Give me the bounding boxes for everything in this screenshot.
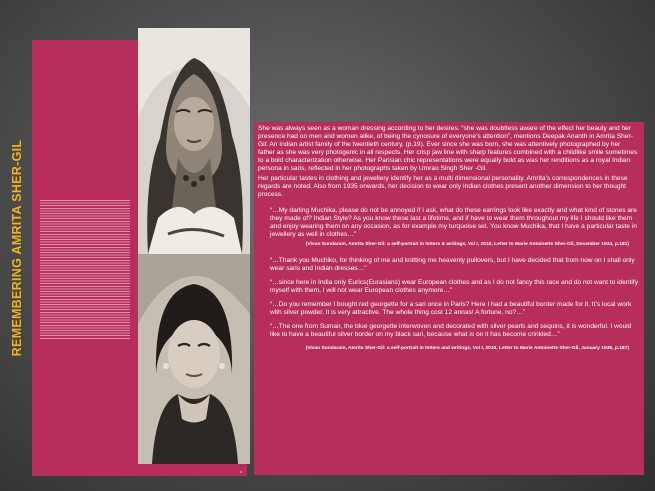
paragraph-intro: She was always seen as a woman dressing according to her desires. “she was doubtless aware of the effect her beauty and her presence had on men and women alike, of being the cynosure of everyone’s attention”, mentions Deepak Ananth in Amrita Sher-Gil: An Indian artist family of the twentieth century, (p.19). Ever since she was born, she was attentively photographed by her father as she was very photogenic in all respects. Her crisp jaw line with sharp features combined with a childlike smile sometimes to a bold characterization otherwise. Her Parisian chic representations were equally bold as was her renditions as a royal Indian persona in saris, reflected in her photographs taken by Umrao Singh Sher -Gil.	[258, 125, 638, 172]
quote-european-clothes: “…since here in India only Eurics(Eurasians) wear European clothes and as I do not fancy this race and do not want to identify myself with them, I will not wear European clothes anymore…”	[270, 278, 638, 294]
panel-fine-print	[40, 200, 130, 340]
paragraph-tastes: Her particular tastes in clothing and jewellery identify her as a multi dimensional personality. Amrita’s correspondences in these regards are noted. Also from 1935 onwards, her decision to wear only Indian clothes present another dimension to her thought process.	[258, 174, 628, 198]
side-title: REMEMBERING AMRITA SHER-GIL	[10, 139, 24, 357]
citation-1934: (Vivan Sundaram, Amrita Sher-Gil: a self-portrait in letters & writings, Vol I, 2010, Letter to Marie Antoinette Sher-Gil, December 1934, p.181)	[305, 242, 629, 247]
portrait-painting	[138, 28, 250, 254]
quote-pullovers: “…Thank you Muchiko, for thinking of me and knitting me heavenly pullovers, but I have decided that from now on I shall only wear saris and Indian dresses…”	[270, 256, 635, 272]
quote-silver-border: “…The one from Sumair, the blue georgette interwoven and decorated with silver pearls and sequins, it is wonderful. I would like to have a beautiful silver border on my black sari, because what is on it has become crinkled…”	[270, 322, 632, 338]
page-number: 9	[240, 470, 242, 474]
citation-1935: (Vivan Sundaram, Amrita Sher-Gil: a self-portrait in letters and writings, Vol I, 2010, Letter to Marie Antoinette Sher-Gil, January 1935, p.187)	[305, 345, 629, 351]
quote-earrings: “…My darling Muchika, please do not be annoyed if I ask, what do these earrings look like exactly and what kind of stones are they made of? Indian Style? As you know these last a lifetime, and if have to wear them throughout my life I should like them and enjoy wearing them on any occasion, as for example my turquoise set. You know Muchika, that I have a particular taste in jewellery as well in clothes…”	[270, 207, 637, 238]
text-panel	[254, 122, 644, 475]
quote-georgette-sari: “…Do you remember I bought red georgette for a sari once in Paris? Here I had a beautiful border made for it. It’s local work with silver powder. It is very attractive. The whole thing cost 12 annas! A fortune, no?…”	[270, 300, 632, 316]
portrait-photograph	[138, 254, 250, 464]
